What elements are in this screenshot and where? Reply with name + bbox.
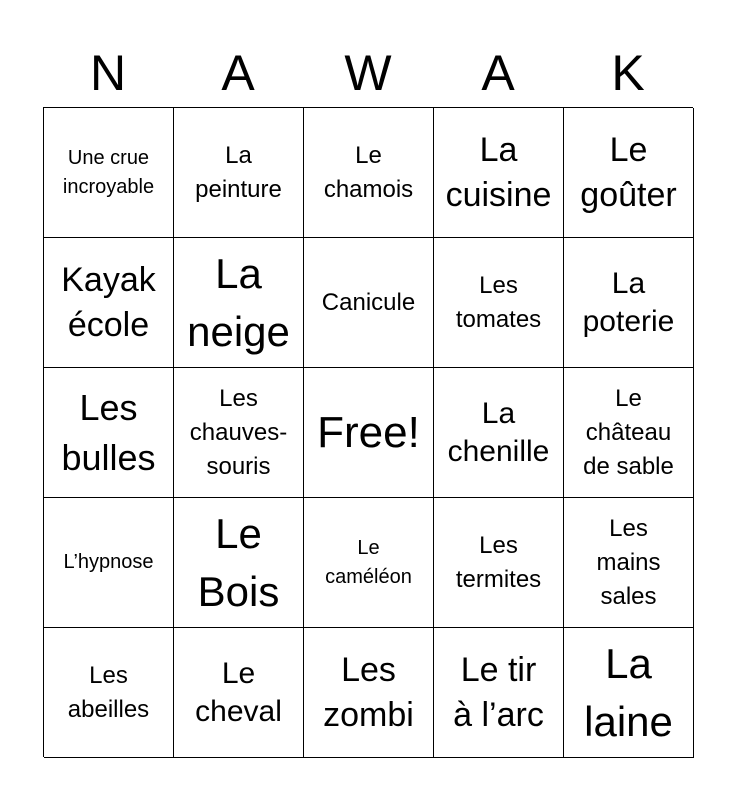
header-letter-k: K — [611, 45, 645, 101]
bingo-cell-r5c2[interactable] — [174, 628, 304, 758]
cell-text: Les mains sales — [596, 514, 661, 610]
cell-text: Une crue incroyable — [62, 146, 155, 198]
bingo-cell-r3c3[interactable] — [304, 368, 434, 498]
cell-text: Les abeilles — [67, 661, 150, 723]
cell-text: Le tir à l’arc — [453, 650, 544, 734]
bingo-cell-r3c4[interactable] — [434, 368, 564, 498]
bingo-cell-r1c3[interactable] — [304, 108, 434, 238]
cell-text: Le goûter — [580, 130, 677, 214]
cell-text: Les zombi — [323, 650, 414, 734]
bingo-cell-r3c5[interactable] — [564, 368, 694, 498]
bingo-grid — [43, 107, 693, 757]
bingo-cell-r4c5[interactable] — [564, 498, 694, 628]
bingo-cell-r2c1[interactable] — [44, 238, 174, 368]
cell-text: Le chamois — [323, 141, 414, 203]
cell-text: Les tomates — [455, 271, 542, 333]
cell-text: Les bulles — [61, 386, 156, 478]
cell-text: Kayak école — [61, 260, 156, 344]
cell-text: Le Bois — [197, 509, 280, 615]
cell-text: Les chauves- souris — [189, 384, 288, 480]
cell-text: Le caméléon — [325, 536, 412, 588]
cell-text: La poterie — [582, 266, 675, 338]
bingo-cell-r4c1[interactable] — [44, 498, 174, 628]
header-letter-a: A — [221, 45, 255, 101]
bingo-cell-r4c3[interactable] — [304, 498, 434, 628]
cell-text: Canicule — [321, 288, 416, 316]
cell-text: Les termites — [455, 531, 542, 593]
bingo-cell-r5c5[interactable] — [564, 628, 694, 758]
bingo-cell-r4c2[interactable] — [174, 498, 304, 628]
cell-text: L’hypnose — [63, 551, 154, 573]
bingo-cell-r2c4[interactable] — [434, 238, 564, 368]
header-letter-n: N — [89, 45, 127, 101]
bingo-cell-r5c1[interactable] — [44, 628, 174, 758]
bingo-cell-r1c5[interactable] — [564, 108, 694, 238]
bingo-cell-r2c2[interactable] — [174, 238, 304, 368]
bingo-cell-r5c3[interactable] — [304, 628, 434, 758]
bingo-cell-r3c1[interactable] — [44, 368, 174, 498]
bingo-cell-r1c1[interactable] — [44, 108, 174, 238]
bingo-cell-r1c2[interactable] — [174, 108, 304, 238]
free-space: Free! — [317, 407, 420, 457]
cell-text: La laine — [584, 639, 673, 745]
bingo-cell-r2c3[interactable] — [304, 238, 434, 368]
cell-text: La chenille — [447, 396, 550, 468]
bingo-cell-r3c2[interactable] — [174, 368, 304, 498]
bingo-cell-r5c4[interactable] — [434, 628, 564, 758]
cell-text: La neige — [187, 249, 290, 355]
cell-text: Le château de sable — [583, 384, 674, 480]
bingo-cell-r4c4[interactable] — [434, 498, 564, 628]
header-letter-a2: A — [481, 45, 515, 101]
cell-text: La cuisine — [445, 130, 552, 214]
header-letter-w: W — [344, 45, 392, 101]
cell-text: La peinture — [195, 141, 282, 203]
bingo-cell-r1c4[interactable] — [434, 108, 564, 238]
bingo-cell-r2c5[interactable] — [564, 238, 694, 368]
bingo-header — [43, 38, 693, 108]
cell-text: Le cheval — [195, 656, 282, 728]
